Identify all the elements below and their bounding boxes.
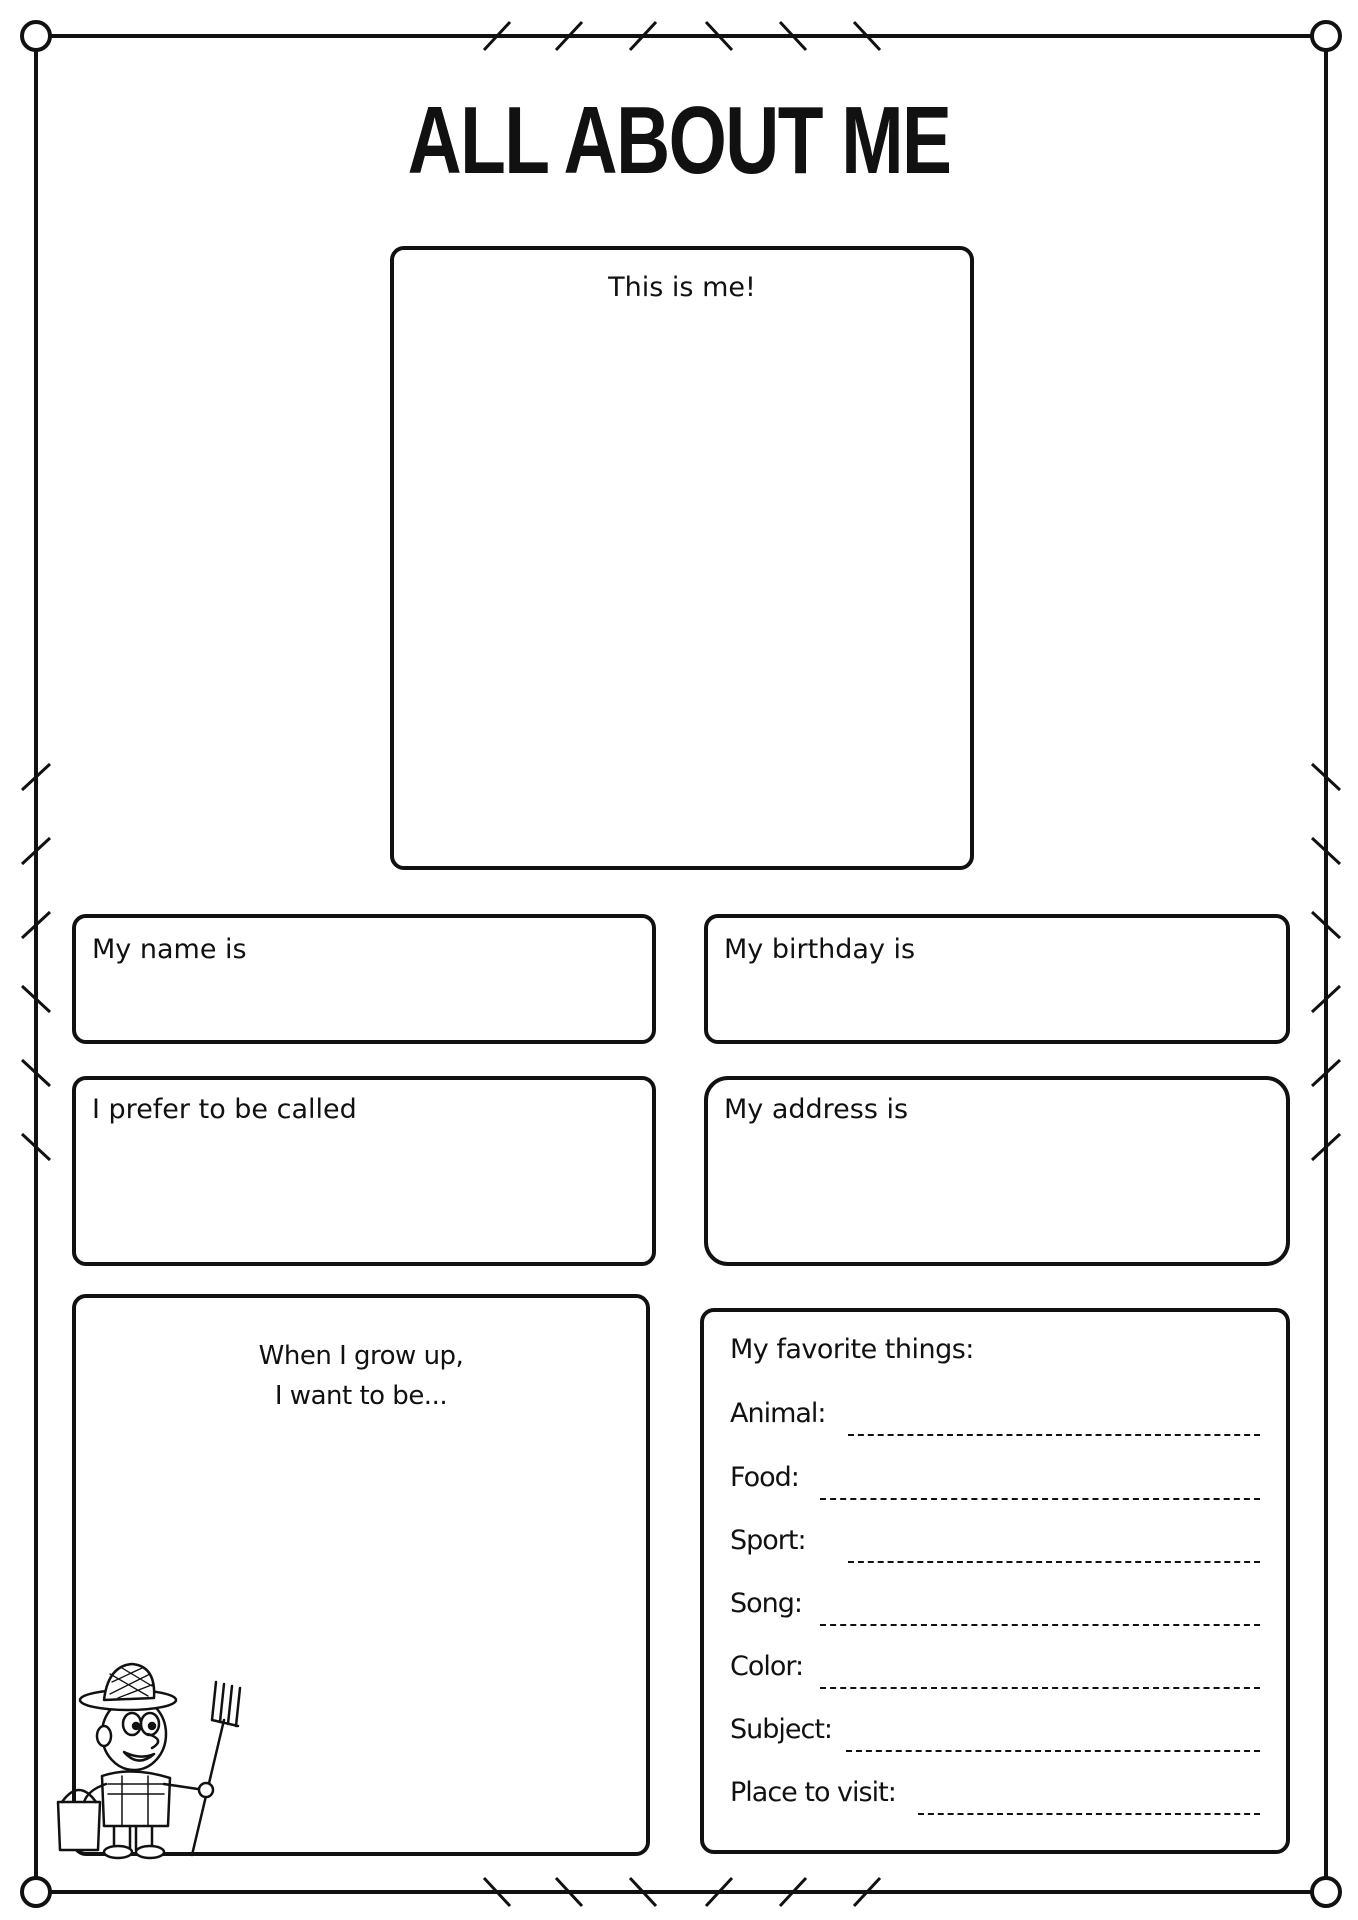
birthday-box-label: My birthday is (724, 934, 916, 965)
photo-box-label: This is me! (608, 272, 756, 303)
page-title: ALL ABOUT ME (407, 87, 951, 194)
favorite-row-place-to-visit (730, 1777, 1260, 1817)
name-box[interactable] (72, 914, 656, 1044)
favorite-label: Song: (730, 1588, 803, 1619)
favorite-label: Color: (730, 1651, 804, 1682)
favorites-box (700, 1308, 1290, 1854)
preferred-name-box-label: I prefer to be called (92, 1094, 357, 1125)
corner-circle-bottom-right (1312, 1878, 1340, 1906)
address-box-label: My address is (724, 1094, 909, 1125)
favorite-answer-line[interactable] (820, 1498, 1260, 1500)
birthday-box[interactable] (704, 914, 1290, 1044)
favorite-row-color (730, 1651, 1260, 1691)
favorite-answer-line[interactable] (846, 1750, 1260, 1752)
favorite-answer-line[interactable] (848, 1434, 1260, 1436)
address-box[interactable] (704, 1076, 1290, 1266)
favorite-answer-line[interactable] (848, 1561, 1260, 1563)
corner-circle-top-left (22, 22, 50, 50)
favorite-row-food (730, 1462, 1260, 1502)
farmer-with-pitchfork-icon (52, 1660, 272, 1860)
favorite-label: Place to visit: (730, 1777, 896, 1808)
preferred-name-box[interactable] (72, 1076, 656, 1266)
corner-circle-bottom-left (22, 1878, 50, 1906)
favorite-label: Animal: (730, 1398, 826, 1429)
favorite-label: Food: (730, 1462, 799, 1493)
favorites-title: My favorite things: (730, 1334, 974, 1365)
grow-up-line-2: I want to be... (274, 1381, 448, 1411)
favorite-row-animal (730, 1398, 1260, 1438)
favorite-row-sport (730, 1525, 1260, 1565)
favorite-answer-line[interactable] (820, 1624, 1260, 1626)
favorite-row-song (730, 1588, 1260, 1628)
favorite-answer-line[interactable] (820, 1687, 1260, 1689)
favorite-label: Subject: (730, 1714, 833, 1745)
corner-circle-top-right (1312, 22, 1340, 50)
favorite-row-subject (730, 1714, 1260, 1754)
grow-up-label (76, 1336, 646, 1416)
favorite-answer-line[interactable] (918, 1813, 1260, 1815)
photo-box[interactable] (390, 246, 974, 870)
grow-up-line-1: When I grow up, (258, 1341, 464, 1371)
favorite-label: Sport: (730, 1525, 806, 1556)
name-box-label: My name is (92, 934, 247, 965)
